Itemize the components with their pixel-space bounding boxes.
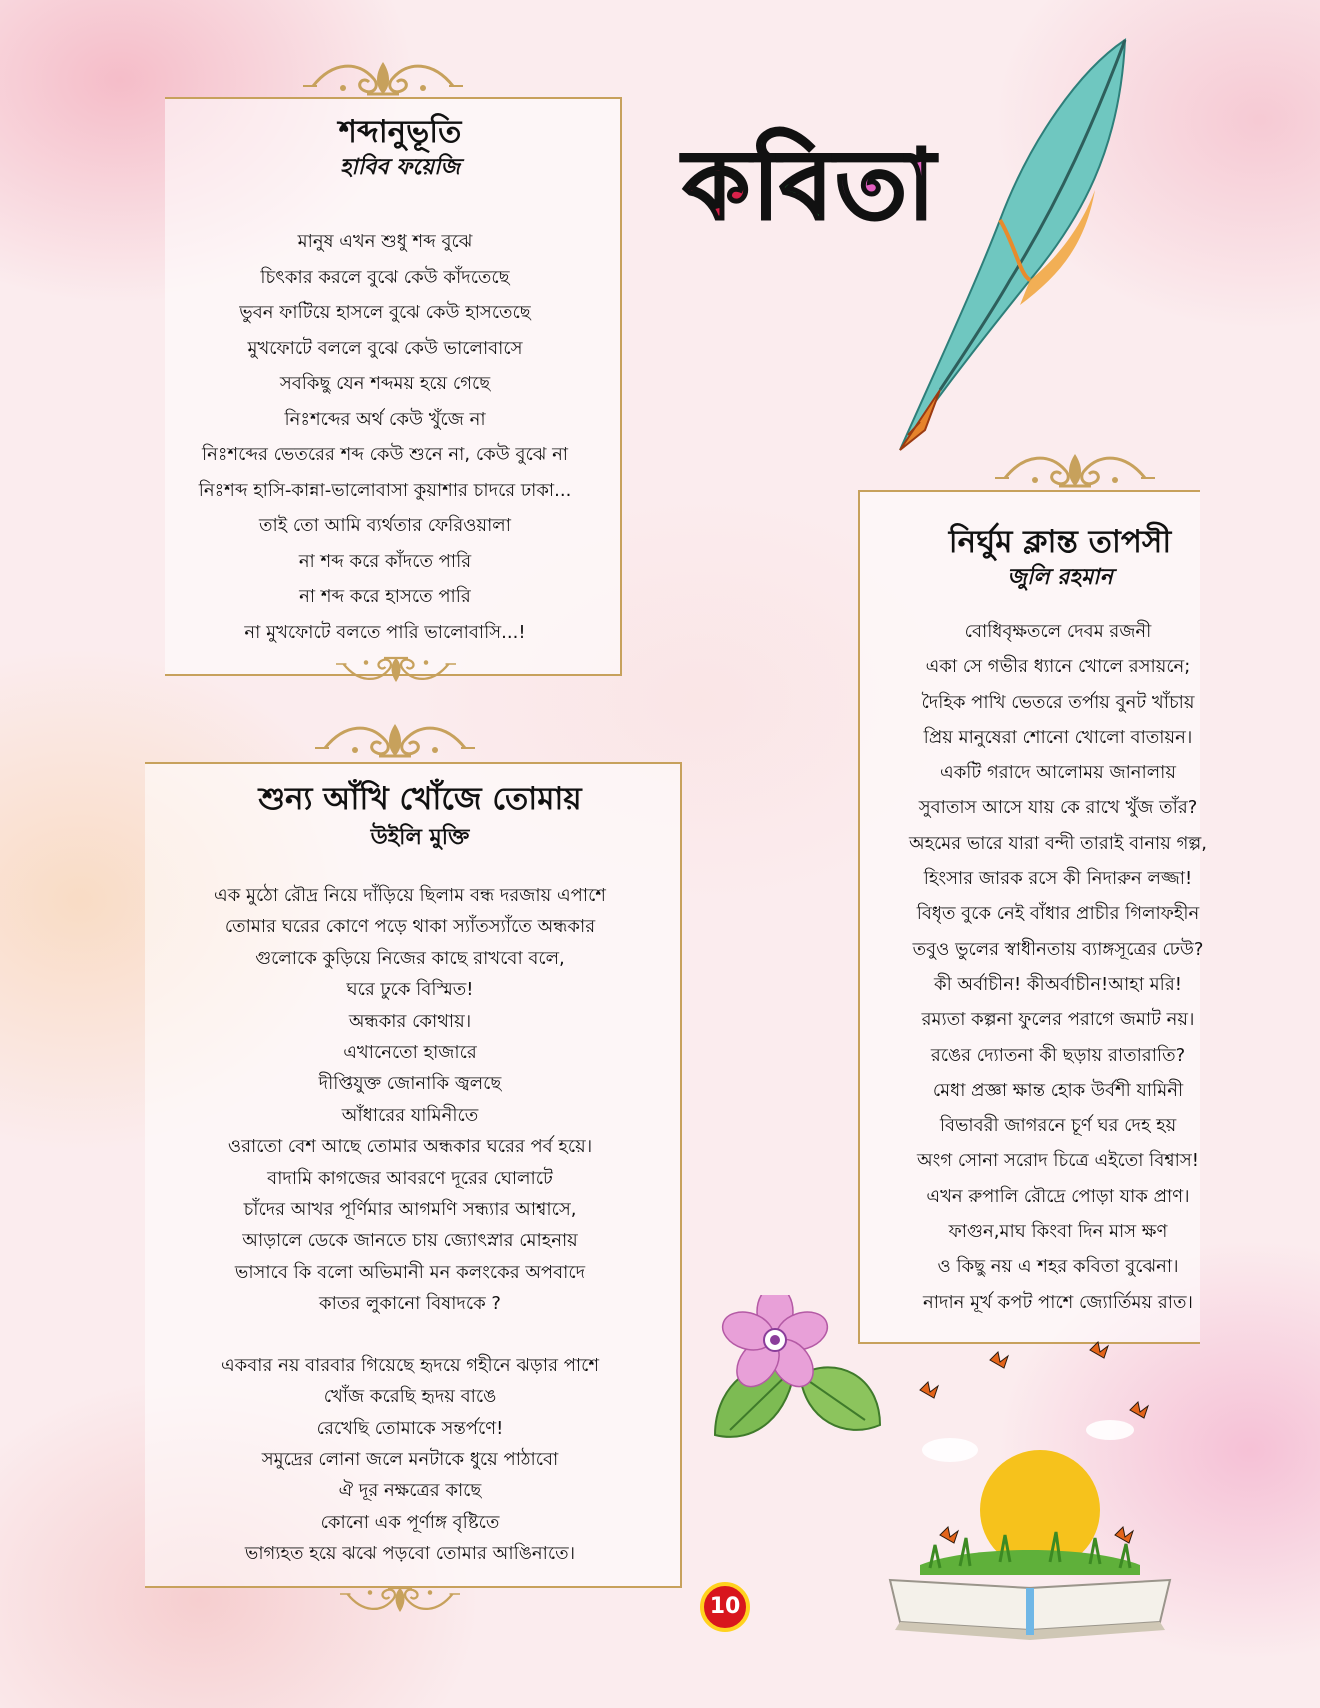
poem1-body [150, 224, 620, 650]
section-title-part2: বি [752, 128, 836, 241]
poem3-author: জুলি রহমান [1007, 564, 1113, 590]
poem-line: তবুও ভুলের স্বাধীনতায় ব্যাঙ্গসূত্রের ঢেউ? [912, 938, 1204, 960]
poem-line: নিঃশব্দ হাসি-কান্না-ভালোবাসা কুয়াশার চাদরে ঢাকা... [198, 479, 572, 501]
ornament-icon [340, 1578, 460, 1622]
poem-line: রঙের দ্যোতনা কী ছড়ায় রাতারাতি? [930, 1044, 1186, 1066]
poem-line: সুবাতাস আসে যায় কে রাখে খুঁজ তাঁর? [918, 797, 1198, 819]
poem-line: কোনো এক পূর্ণাঙ্গ বৃষ্টিতে [320, 1511, 500, 1533]
poem-line: একা সে গভীর ধ্যানে খোলে রসায়নে; [925, 656, 1191, 678]
poem-line: তাই তো আমি ব্যর্থতার ফেরিওয়ালা [259, 515, 511, 536]
poem-line: না শব্দ করে কাঁদতে পারি [298, 550, 472, 572]
poem-line: রম্যতা কল্পনা ফুলের পরাগে জমাট নয়। [921, 1009, 1195, 1031]
poem-line: ফাগুন,মাঘ কিংবা দিন মাস ক্ষণ [948, 1221, 1168, 1243]
ornament-icon [336, 648, 456, 692]
poem-line: অংগ সোনা সরোদ চিত্রে এইতো বিশ্বাস! [917, 1150, 1199, 1172]
poem-line: চাঁদের আখর পূর্ণিমার আগমণি সন্ধ্যার আশ্বাসে, [243, 1199, 577, 1221]
poem-line: কাতর লুকানো বিষাদকে ? [319, 1293, 501, 1315]
poem-line: সমুদ্রের লোনা জলে মনটাকে ধুয়ে পাঠাবো [261, 1448, 559, 1470]
poem-line: দীপ্তিযুক্ত জোনাকি জ্বলছে [318, 1073, 502, 1095]
section-title-part1: ক [683, 128, 753, 241]
poem-line: নাদান মূর্খ কপট পাশে জ্যোর্তিময় রাত। [923, 1291, 1193, 1313]
poem-line: গুলোকে কুড়িয়ে নিজের কাছে রাখবো বলে, [255, 947, 565, 969]
poem-line: রেখেছি তোমাকে সন্তর্পণে! [316, 1417, 504, 1439]
poem-line: দৈহিক পাখি ভেতরে তর্পায় বুনট খাঁচায় [921, 691, 1195, 713]
poem-line: মানুষ এখন শুধু শব্দ বুঝে [297, 231, 473, 252]
poem-line: নিঃশব্দের অর্থ কেউ খুঁজে না [284, 408, 486, 430]
poem2-title: শুন্য আঁখি খোঁজে তোমায় [258, 781, 582, 817]
poem-line: মুখফোটে বললে বুঝে কেউ ভালোবাসে [247, 337, 523, 359]
poem-line: প্রিয় মানুষেরা শোনো খোলো বাতায়ন। [923, 726, 1193, 748]
poem-line: এখানেতো হাজারে [343, 1042, 477, 1064]
poem-line: একটি গরাদে আলোময় জানালায় [940, 762, 1176, 784]
poem2-body [140, 880, 680, 1570]
poem-line: এক মুঠো রৌদ্র নিয়ে দাঁড়িয়ে ছিলাম বন্ধ দরজায় এপাশে [214, 885, 606, 906]
poem-line: আঁধারের যামিনীতে [341, 1104, 479, 1126]
poem3-title: নির্ঘুম ক্লান্ত তাপসী [948, 524, 1172, 560]
poem-line: হিংসার জারক রসে কী নিদারুন লজ্জা! [923, 868, 1193, 890]
poem-line: ঐ দূর নক্ষত্রের কাছে [338, 1480, 482, 1502]
flower-icon [695, 1295, 885, 1455]
quill-pen-icon [880, 30, 1140, 460]
poem-line: ঘরে ঢুকে বিস্মিত! [346, 979, 474, 1001]
poem-line: বিভাবরী জাগরনে চূর্ণ ঘর দেহ হয় [939, 1115, 1177, 1137]
poem-line: খোঁজ করেছি হৃদয় বাঙে [323, 1386, 497, 1408]
page-number: 10 [700, 1582, 750, 1632]
poem1-author: হাবিব ফয়েজি [339, 154, 461, 180]
poem-line: ওরাতো বেশ আছে তোমার অন্ধকার ঘরের পর্ব হয়ে। [227, 1136, 593, 1158]
poem-line: কী অর্বাচীন! কীঅর্বাচীন!আহা মরি! [934, 973, 1182, 995]
poem-line: ভাসাবে কি বলো অভিমানী মন কলংকের অপবাদে [234, 1261, 586, 1283]
poem-line: নিঃশব্দের ভেতরের শব্দ কেউ শুনে না, কেউ বুঝে না [201, 444, 569, 465]
poem-line: ও কিছু নয় এ শহর কবিতা বুঝেনা। [937, 1256, 1179, 1278]
poem-line: না শব্দ করে হাসতে পারি [299, 586, 471, 607]
poem-line: বাদামি কাগজের আবরণে দূরের ঘোলাটে [267, 1167, 553, 1189]
poem-line: ভুবন ফাটিয়ে হাসলে বুঝে কেউ হাসতেছে [239, 302, 531, 323]
stanza-gap [140, 1320, 680, 1350]
poem-line: সবকিছু যেন শব্দময় হয়ে গেছে [279, 373, 491, 394]
ornament-icon [303, 56, 463, 100]
poem-line: একবার নয় বারবার গিয়েছে হৃদয়ে গহীনে ঝড়ার পাশে [220, 1354, 600, 1376]
poem-line: মেধা প্রজ্ঞা ক্ষান্ত হোক উর্বশী যামিনী [932, 1079, 1184, 1101]
ornament-icon [315, 718, 475, 762]
poem2-author: উইলি মুক্তি [370, 824, 470, 850]
poem-line: না মুখফোটে বলতে পারি ভালোবাসি...! [244, 621, 526, 643]
poem3-body [868, 614, 1248, 1320]
poem-line: চিৎকার করলে বুঝে কেউ কাঁদতেছে [260, 266, 510, 288]
poem-line: ভাগ্যহত হয়ে ঝঝে পড়বো তোমার আঙিনাতে। [244, 1543, 576, 1565]
open-book-icon [880, 1330, 1180, 1650]
section-title-part3: তা [835, 128, 937, 241]
poem-line: তোমার ঘরের কোণে পড়ে থাকা স্যাঁতস্যাঁতে অন্ধকার [224, 916, 596, 938]
poem-line: অহমের ভারে যারা বন্দী তারাই বানায় গল্প, [909, 832, 1207, 854]
poem-line: বোধিবৃক্ষতলে দেবম রজনী [964, 621, 1152, 642]
poem1-title: শব্দানুভূতি [338, 114, 462, 150]
poem-line: আড়ালে ডেকে জানতে চায় জ্যোৎস্নার মোহনায় [242, 1230, 578, 1252]
poem-line: অন্ধকার কোথায়। [348, 1010, 472, 1032]
poem-line: এখন রুপালি রৌদ্রে পোড়া যাক প্রাণ। [926, 1185, 1190, 1207]
poem-line: বিধৃত বুকে নেই বাঁধার প্রাচীর গিলাফহীন [916, 903, 1200, 925]
